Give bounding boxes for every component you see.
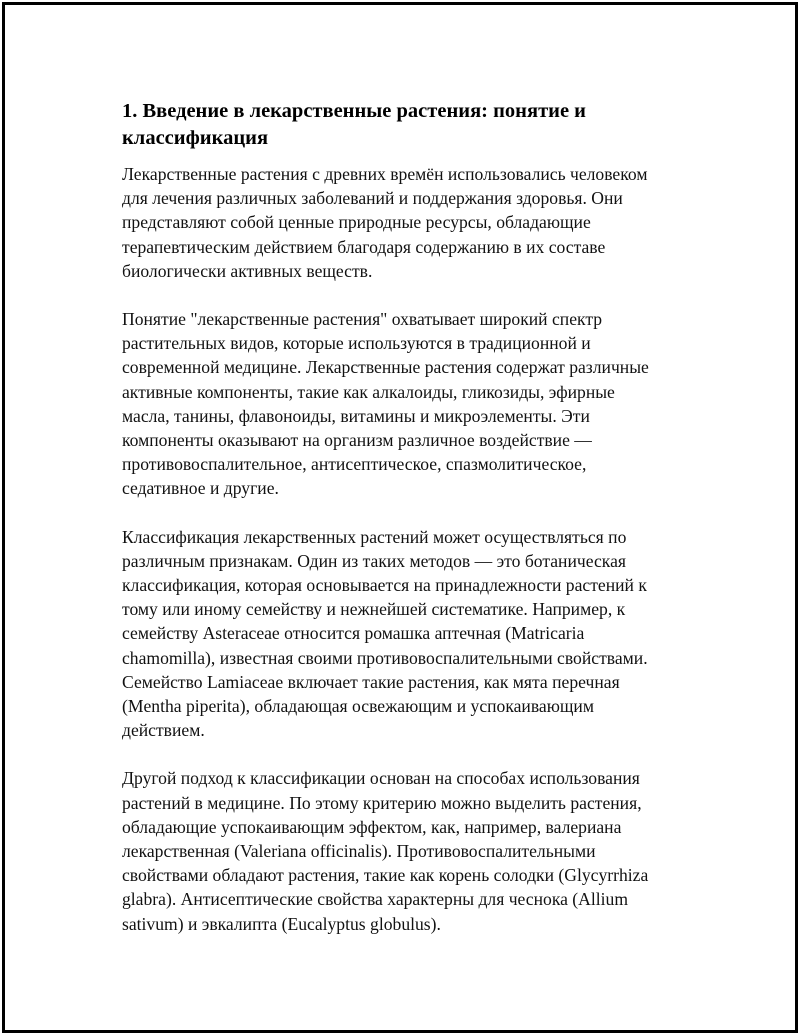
paragraph-concept: Понятие "лекарственные растения" охватывает широкий спектр растительных видов, которые используются в традиционной и современной медицине. Лекарственные растения содержат различные активные компоненты, такие как алкалоиды, гликозиды, эфирные масла, танины, флавоноиды, витамины и микроэлементы. Эти компоненты оказывают на организм различное воздействие — противовоспалительное, антисептическое, спазмолитическое, седативное и другие. [122,309,649,499]
paragraph-botanical-classification: Классификация лекарственных растений может осуществляться по различным признакам. Один из таких методов — это ботаническая классификация, которая основывается на принадлежности растений к тому или иному семейству и нежнейшей систематике. Например, к семейству Asteraceae относится ромашка аптечная (Matricaria chamomilla), известная своими противовоспалительными свойствами. Семейство Lamiaceae включает такие растения, как мята перечная (Mentha piperita), обладающая освежающим и успокаивающим действием. [122,526,648,741]
paragraph-usage-classification: Другой подход к классификации основан на способах использования растений в медицине. По этому критерию можно выделить растения, обладающие успокаивающим эффектом, как, например, валериана лекарственная (Valeriana officinalis). Противовоспалительными свойствами обладают растения, такие как корень солодки (Glycyrrhiza glabra). Антисептические свойства характерны для чеснока (Allium sativum) и эвкалипта (Eucalyptus globulus). [122,768,649,934]
document-body [122,98,682,960]
section-title: 1. Введение в лекарственные растения: понятие и классификация [122,100,586,149]
page-frame [2,2,798,1033]
paragraph-intro: Лекарственные растения с древних времён использовались человеком для лечения различных заболеваний и поддержания здоровья. Они представляют собой ценные природные ресурсы, обладающие терапевтическим действием благодаря содержанию в их составе биологически активных веществ. [122,164,648,281]
